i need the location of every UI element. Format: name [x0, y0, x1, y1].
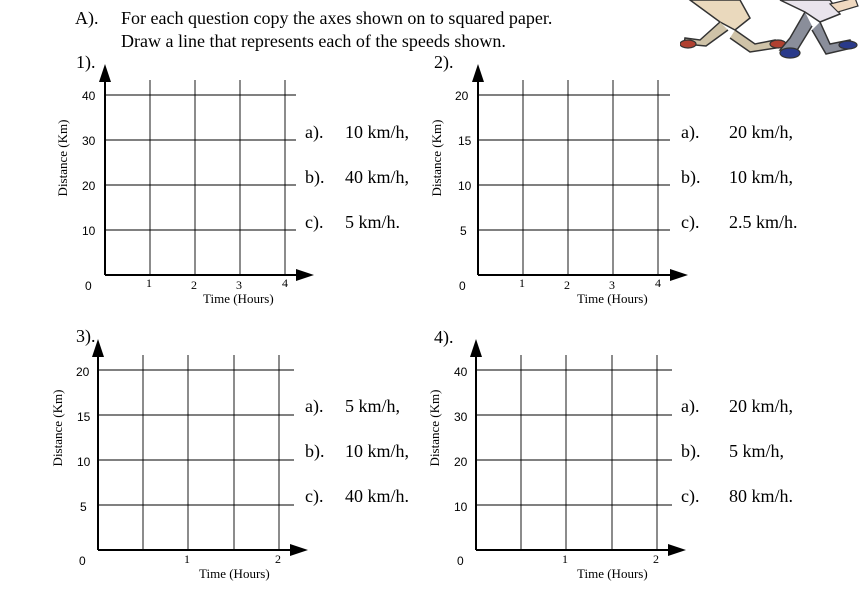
question-3-answer-a-speed: 5 km/h, — [345, 396, 401, 416]
section-label: A). — [75, 8, 99, 28]
question-1-y-tick: 40 — [82, 89, 96, 103]
question-1-y-tick: 0 — [85, 279, 92, 293]
question-1-answer-c-speed: 5 km/h. — [345, 212, 401, 232]
question-1-y-label: Distance (Km) — [55, 119, 70, 197]
question-2-answer-a-speed: 20 km/h, — [729, 122, 794, 142]
question-1-x-tick: 4 — [282, 276, 288, 290]
question-2-x-label: Time (Hours) — [577, 291, 648, 306]
question-2-answer-c-letter: c). — [681, 212, 700, 232]
question-1-answer-a-speed: 10 km/h, — [345, 122, 410, 142]
question-1-y-tick: 10 — [82, 224, 96, 238]
instruction-line-1: For each question copy the axes shown on to squared paper. — [121, 8, 553, 28]
question-4-y-tick: 20 — [454, 455, 468, 469]
question-3-x-label: Time (Hours) — [199, 566, 270, 581]
question-4-x-tick: 2 — [653, 552, 659, 566]
question-2-answer-b-letter: b). — [681, 167, 701, 187]
question-2-x-tick: 1 — [519, 276, 525, 290]
question-2-y-label: Distance (Km) — [429, 119, 444, 197]
question-1-answer-b-speed: 40 km/h, — [345, 167, 410, 187]
question-2-answer-a-letter: a). — [681, 122, 700, 142]
question-4-y-tick: 40 — [454, 365, 468, 379]
question-4-answer-b-letter: b). — [681, 441, 701, 461]
question-4-y-label: Distance (Km) — [427, 389, 442, 467]
question-4-answer-a-speed: 20 km/h, — [729, 396, 794, 416]
question-4-answer-c-letter: c). — [681, 486, 700, 506]
question-2-x-tick: 2 — [564, 278, 570, 292]
question-1-y-tick: 30 — [82, 134, 96, 148]
question-3-y-tick: 10 — [77, 455, 91, 469]
question-2-x-tick: 4 — [655, 276, 661, 290]
question-1-answer-a-letter: a). — [305, 122, 324, 142]
instruction-line-2: Draw a line that represents each of the speeds shown. — [121, 31, 506, 51]
question-3-y-tick: 5 — [80, 500, 87, 514]
question-3-answer-a-letter: a). — [305, 396, 324, 416]
question-2-y-tick: 0 — [459, 279, 466, 293]
question-4-x-label: Time (Hours) — [577, 566, 648, 581]
question-4-answer-c-speed: 80 km/h. — [729, 486, 794, 506]
question-1-x-tick: 2 — [191, 278, 197, 292]
question-1-y-tick: 20 — [82, 179, 96, 193]
question-2-x-tick: 3 — [609, 278, 615, 292]
question-2-y-tick: 15 — [458, 134, 472, 148]
question-4-answer-a-letter: a). — [681, 396, 700, 416]
question-3-answer-b-letter: b). — [305, 441, 325, 461]
question-1-x-label: Time (Hours) — [203, 291, 274, 306]
question-2-number: 2). — [434, 52, 454, 72]
question-1-x-tick: 3 — [236, 278, 242, 292]
question-3-y-tick: 15 — [77, 410, 91, 424]
question-3-y-tick: 20 — [76, 365, 90, 379]
question-4-y-tick: 10 — [454, 500, 468, 514]
question-1-answer-b-letter: b). — [305, 167, 325, 187]
question-3-answer-b-speed: 10 km/h, — [345, 441, 410, 461]
question-1-number: 1). — [76, 52, 96, 72]
question-4-number: 4). — [434, 327, 454, 347]
question-3-y-label: Distance (Km) — [50, 389, 65, 467]
question-4-y-tick: 0 — [457, 554, 464, 568]
question-4-x-tick: 1 — [562, 552, 568, 566]
question-3-x-tick: 2 — [275, 552, 281, 566]
question-3-answer-c-letter: c). — [305, 486, 324, 506]
question-3-answer-c-speed: 40 km/h. — [345, 486, 410, 506]
question-4-answer-b-speed: 5 km/h, — [729, 441, 785, 461]
question-3-number: 3). — [76, 326, 96, 346]
question-2-answer-b-speed: 10 km/h, — [729, 167, 794, 187]
question-2-answer-c-speed: 2.5 km/h. — [729, 212, 798, 232]
question-1-x-tick: 1 — [146, 276, 152, 290]
question-3-y-tick: 0 — [79, 554, 86, 568]
question-2-y-tick: 10 — [458, 179, 472, 193]
question-3-x-tick: 1 — [184, 552, 190, 566]
question-2-y-tick: 20 — [455, 89, 469, 103]
question-1-answer-c-letter: c). — [305, 212, 324, 232]
question-4-y-tick: 30 — [454, 410, 468, 424]
question-2-y-tick: 5 — [460, 224, 467, 238]
